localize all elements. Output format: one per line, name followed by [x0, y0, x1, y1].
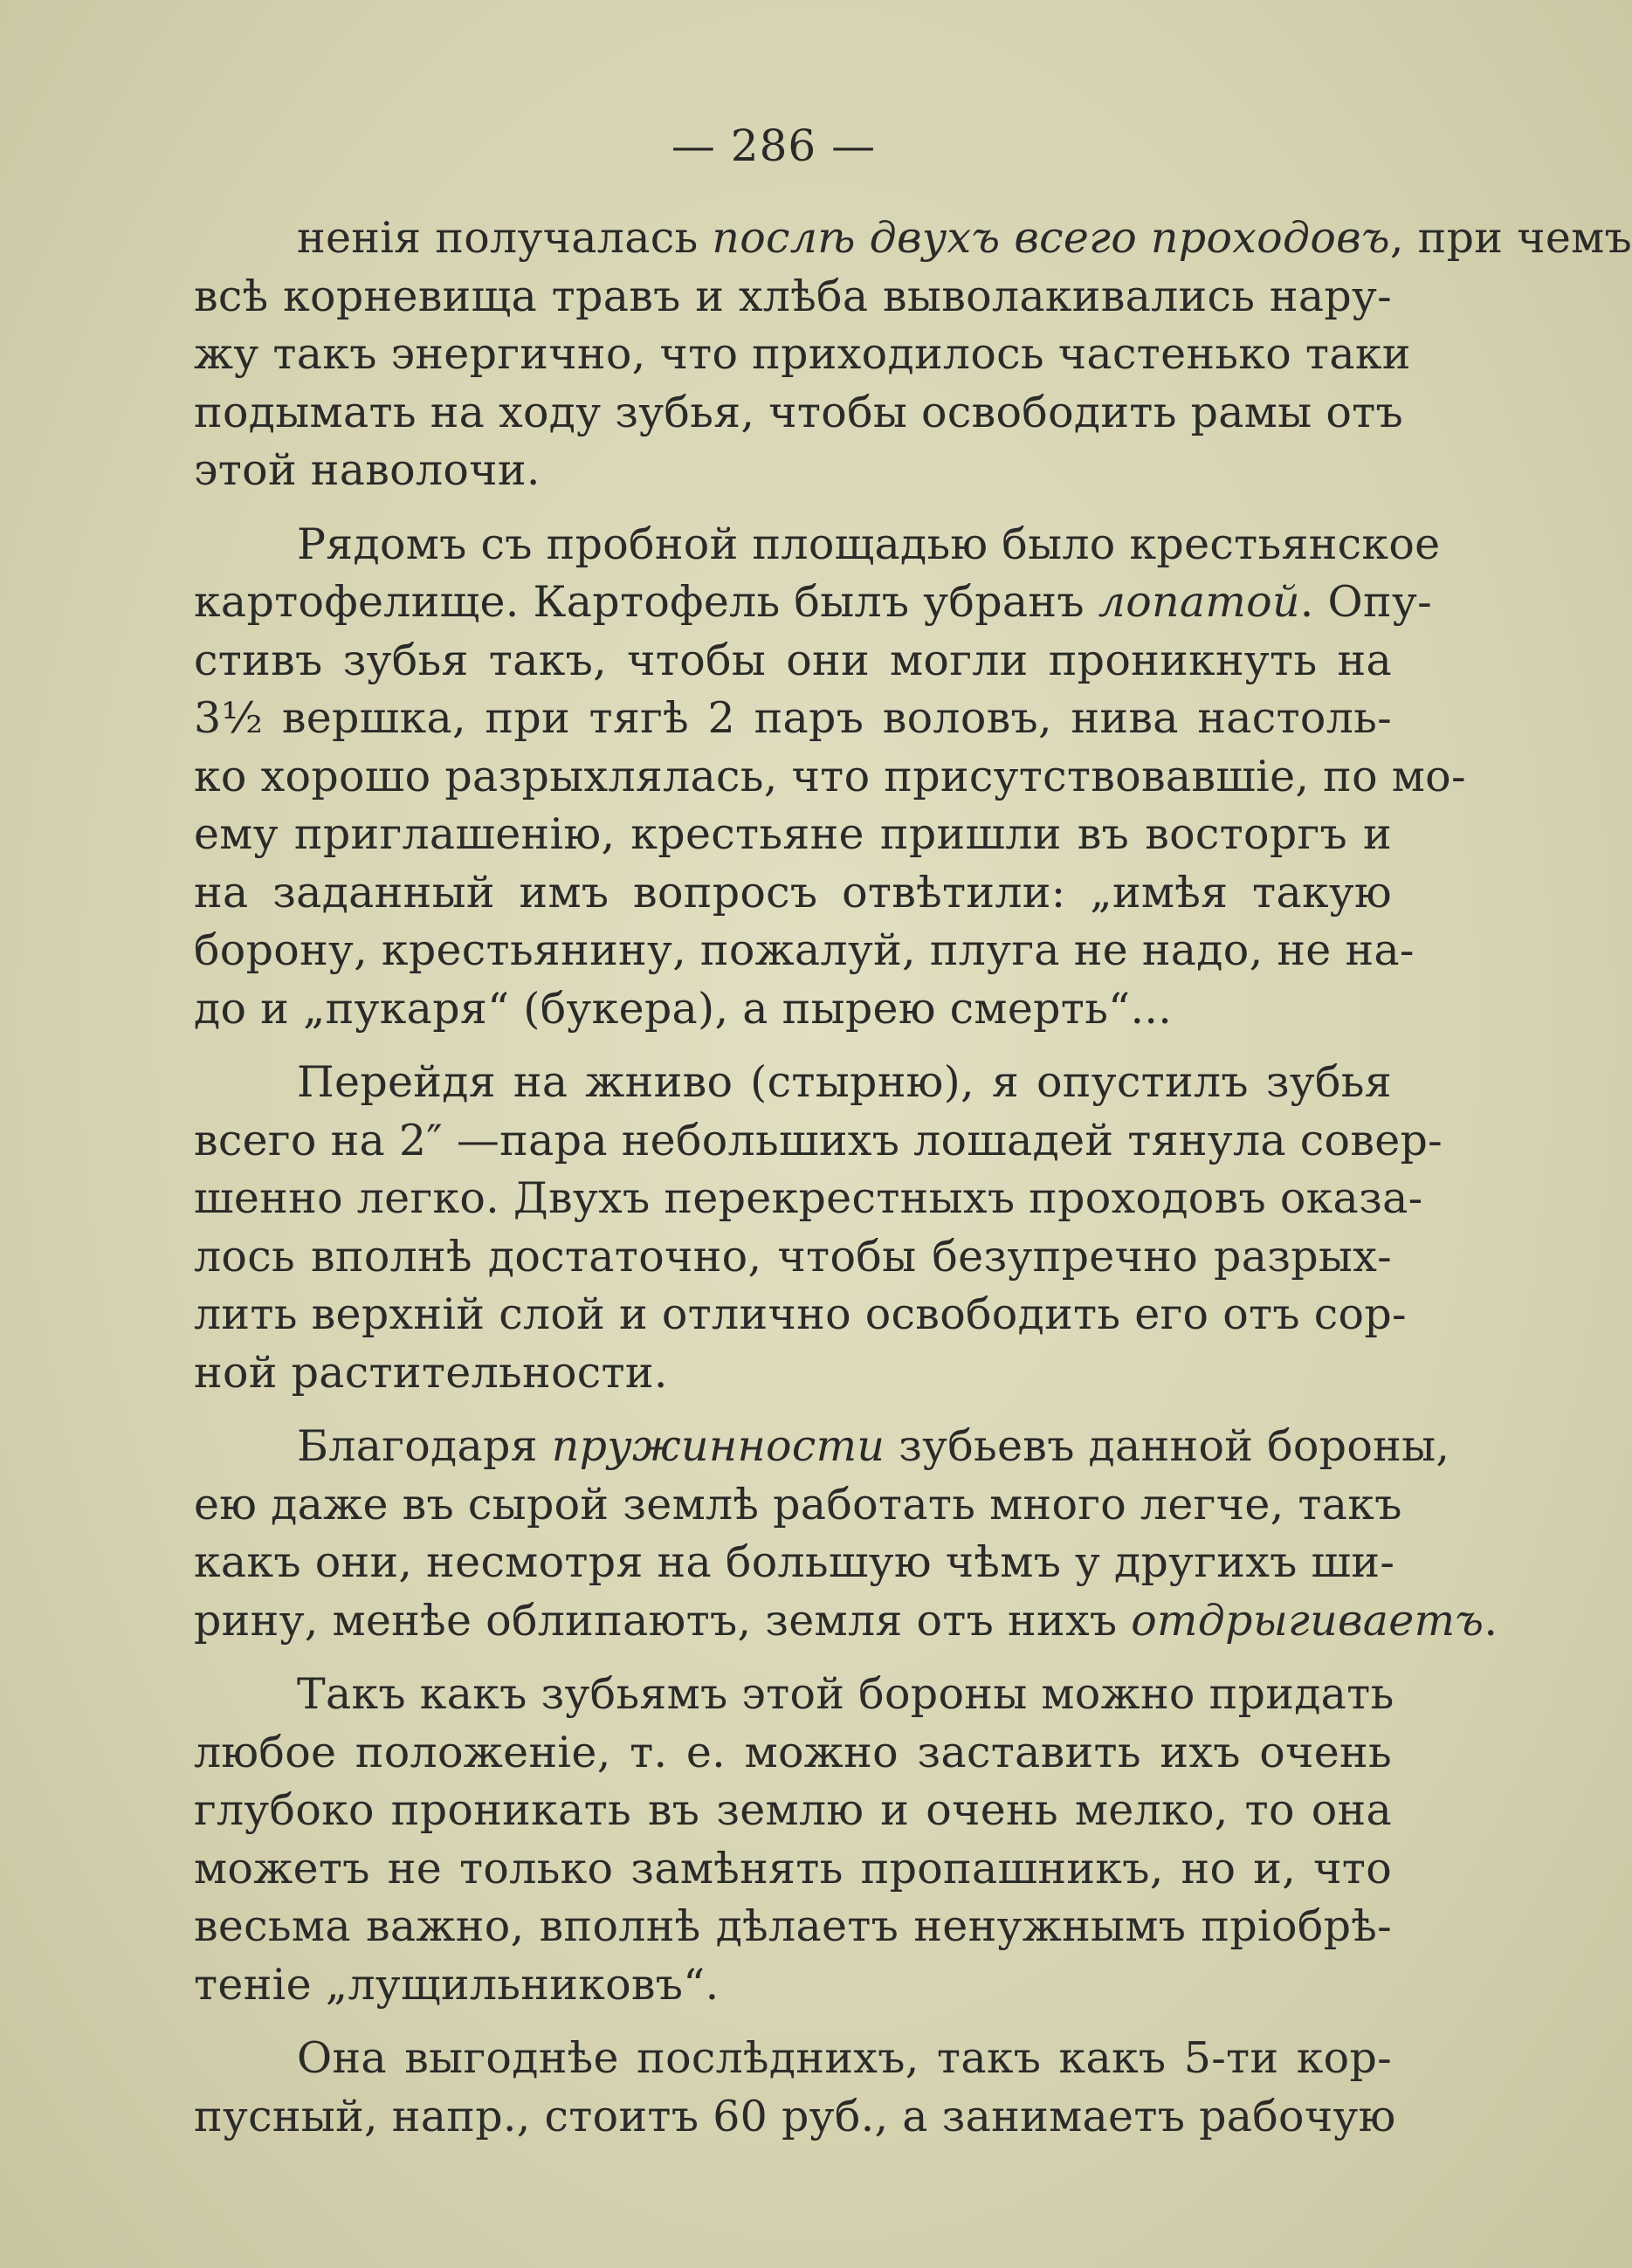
- text-segment: ему приглашенію, крестьяне пришли въ восторгъ и: [194, 809, 1392, 859]
- text-segment: пусный, напр., стоитъ 60 руб., а занимаетъ рабочую: [194, 2091, 1396, 2141]
- text-segment: жу такъ энергично, что приходилось частенько таки: [194, 329, 1411, 379]
- text-line: [194, 1476, 1402, 1535]
- text-segment: глубоко проникать въ землю и очень мелко, то она: [194, 1785, 1392, 1835]
- text-segment: рину, менѣе облипаютъ, земля отъ нихъ: [194, 1595, 1132, 1646]
- paragraph: [194, 1666, 1392, 2014]
- text-line: [194, 1956, 1392, 2015]
- text-segment: ной растительности.: [194, 1347, 668, 1398]
- italic-text: лопатой: [1098, 577, 1300, 627]
- text-line: [194, 1170, 1423, 1228]
- text-segment: Такъ какъ зубьямъ этой бороны можно придать: [297, 1669, 1394, 1719]
- text-segment: всѣ корневища травъ и хлѣба выволакивались нару-: [194, 271, 1392, 321]
- text-line: [194, 1840, 1392, 1899]
- text-segment: , при чемъ: [1389, 213, 1632, 263]
- italic-text: пружинности: [551, 1421, 885, 1471]
- text-line: [194, 1898, 1392, 1956]
- text-segment: теніе „лущильниковъ“.: [194, 1959, 720, 2010]
- text-line: [194, 1286, 1407, 1344]
- paragraph: [194, 210, 1632, 500]
- text-line: [194, 980, 1392, 1039]
- text-segment: ею даже въ сырой землѣ работать много легче, такъ: [194, 1479, 1402, 1529]
- text-line: [194, 326, 1411, 384]
- text-segment: можетъ не только замѣнять пропашникъ, но и, что: [194, 1843, 1392, 1893]
- text-segment: подымать на ходу зубья, чтобы освободить рамы отъ: [194, 387, 1404, 437]
- text-segment: лить верхній слой и отлично освободить его отъ сор-: [194, 1289, 1407, 1339]
- text-line: [194, 748, 1466, 807]
- text-line: [194, 574, 1432, 632]
- text-segment: всего на 2″ —пара небольшихъ лошадей тянула совер-: [194, 1115, 1443, 1165]
- text-line: [194, 210, 1632, 268]
- text-segment: ко хорошо разрыхлялась, что присутствовавшіе, по мо-: [194, 751, 1466, 801]
- text-line: [194, 1054, 1392, 1112]
- text-line: [194, 268, 1392, 326]
- text-line: [194, 1724, 1392, 1783]
- text-segment: 3½ вершка, при тягѣ 2 паръ воловъ, нива настоль-: [194, 693, 1392, 743]
- body-text: [194, 210, 1632, 2161]
- text-segment: борону, крестьянину, пожалуй, плуга не надо, не на-: [194, 925, 1415, 975]
- text-line: [194, 922, 1415, 980]
- text-segment: этой наволочи.: [194, 445, 541, 495]
- text-line: [194, 1534, 1395, 1592]
- text-segment: любое положеніе, т. е. можно заставить ихъ очень: [194, 1727, 1392, 1777]
- text-segment: какъ они, несмотря на большую чѣмъ у другихъ ши-: [194, 1537, 1395, 1587]
- paragraph: [194, 2030, 1396, 2146]
- text-line: [194, 1228, 1392, 1287]
- italic-text: отдрыгиваетъ: [1131, 1595, 1484, 1646]
- text-line: [194, 2030, 1392, 2088]
- text-line: [194, 1666, 1392, 1724]
- text-line: [194, 516, 1441, 574]
- text-segment: Благодаря: [297, 1421, 552, 1471]
- text-segment: на заданный имъ вопросъ отвѣтили: „имѣя такую: [194, 867, 1392, 918]
- page-number: — 286 —: [671, 120, 877, 171]
- text-segment: стивъ зубья такъ, чтобы они могли проникнуть на: [194, 635, 1392, 685]
- text-segment: картофелище. Картофель былъ убранъ: [194, 577, 1098, 627]
- paragraph: [194, 1054, 1443, 1402]
- text-line: [194, 442, 1392, 500]
- text-segment: весьма важно, вполнѣ дѣлаетъ ненужнымъ пріобрѣ-: [194, 1901, 1392, 1951]
- paragraph: [194, 1418, 1498, 1650]
- text-segment: до и „пукаря“ (букера), а пырею смерть“...: [194, 983, 1173, 1034]
- text-line: [194, 632, 1392, 691]
- text-line: [194, 384, 1404, 443]
- text-segment: Перейдя на жниво (стырню), я опустилъ зубья: [297, 1057, 1392, 1107]
- text-segment: шенно легко. Двухъ перекрестныхъ проходовъ оказа-: [194, 1173, 1423, 1223]
- text-line: [194, 1112, 1443, 1171]
- text-segment: лось вполнѣ достаточно, чтобы безупречно разрых-: [194, 1231, 1392, 1282]
- text-line: [194, 690, 1392, 748]
- text-line: [194, 1782, 1392, 1840]
- text-segment: Рядомъ съ пробной площадью было крестьянское: [297, 519, 1441, 569]
- text-segment: ненія получалась: [297, 213, 713, 263]
- text-segment: .: [1484, 1595, 1498, 1646]
- text-line: [194, 864, 1392, 923]
- text-line: [194, 806, 1392, 864]
- text-segment: . Опу-: [1299, 577, 1432, 627]
- text-segment: Она выгоднѣе послѣднихъ, такъ какъ 5-ти кор-: [297, 2033, 1392, 2083]
- text-line: [194, 1344, 1392, 1403]
- paragraph: [194, 516, 1466, 1039]
- text-segment: зубьевъ данной бороны,: [885, 1421, 1450, 1471]
- text-line: [194, 2088, 1396, 2147]
- text-line: [194, 1418, 1450, 1476]
- italic-text: послѣ двухъ всего проходовъ: [712, 213, 1390, 263]
- text-line: [194, 1592, 1498, 1651]
